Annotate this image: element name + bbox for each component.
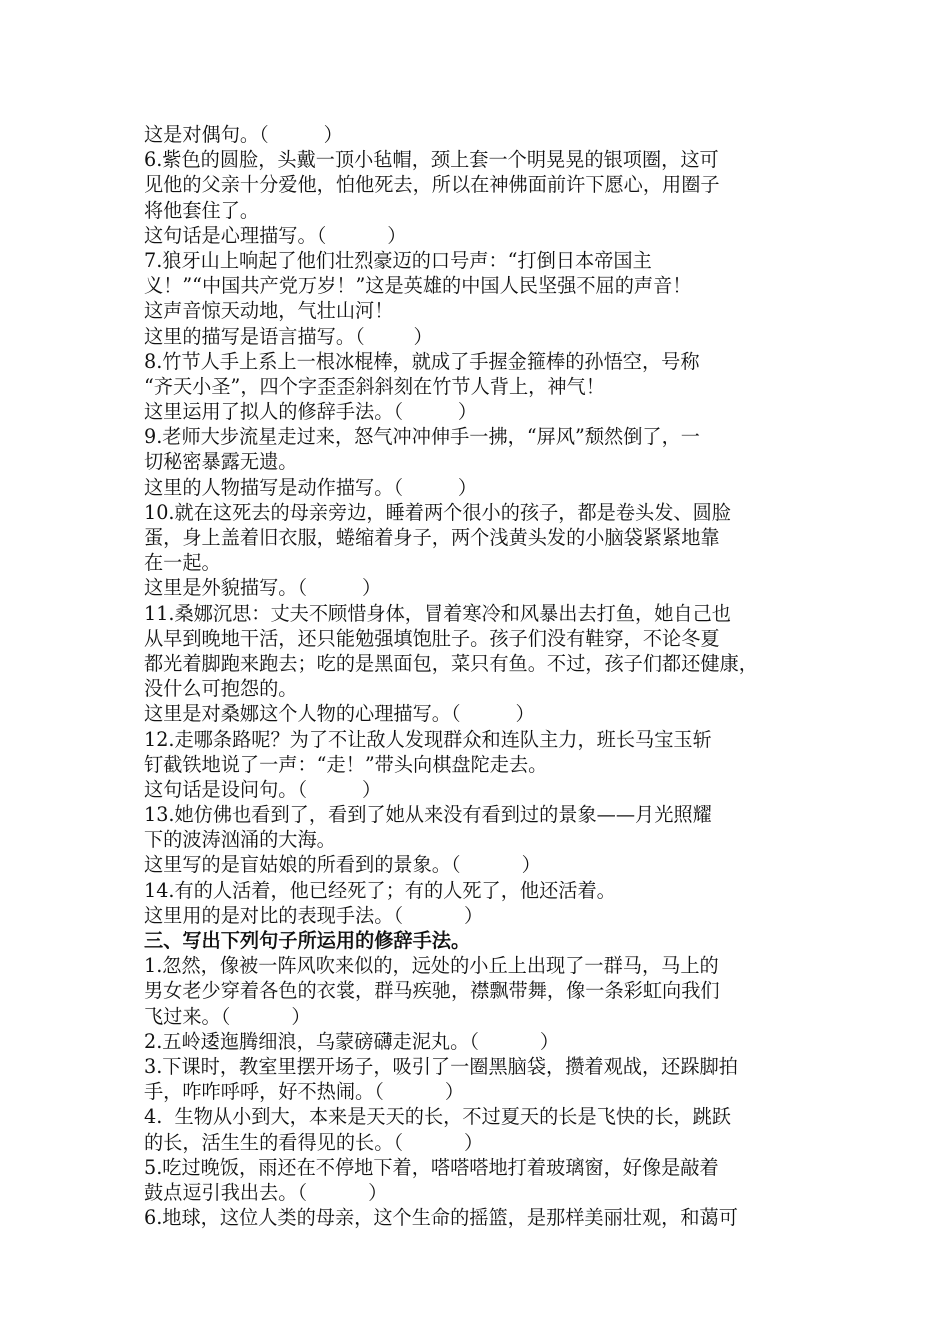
text-line: 9.老师大步流星走过来，怒气冲冲伸手一拂，“屏风”颓然倒了，一 (144, 425, 700, 449)
text-line: 11.桑娜沉思：丈夫不顾惜身体，冒着寒冷和风暴出去打鱼，她自己也 (144, 601, 731, 625)
text-line: 将他套住了。 (144, 198, 260, 222)
text-line: 这里写的是盲姑娘的所看到的景象。（ ） (144, 853, 541, 877)
text-line: 这里的描写是语言描写。（ ） (144, 324, 433, 348)
text-line: 这是对偶句。（ ） (144, 123, 343, 146)
text-line: 都光着脚跑来跑去；吃的是黑面包，菜只有鱼。不过，孩子们都还健康， (144, 651, 758, 675)
text-line: 蛋，身上盖着旧衣服，蜷缩着身子，两个浅黄头发的小脑袋紧紧地靠 (144, 526, 720, 549)
text-line: 4. 生物从小到大，本来是天天的长，不过夏天的长是飞快的长，跳跃 (144, 1105, 731, 1129)
text-line: 见他的父亲十分爱他，怕他死去，所以在神佛面前许下愿心，用圈子 (144, 173, 720, 197)
text-line: 3.下课时，教室里摆开场子，吸引了一圈黑脑袋，攒着观战，还跺脚拍 (144, 1054, 738, 1078)
text-line: 7.狼牙山上响起了他们壮烈豪迈的口号声：“打倒日本帝国主 (144, 248, 652, 272)
text-line: 12.走哪条路呢？为了不让敌人发现群众和连队主力，班长马宝玉斩 (144, 727, 712, 751)
text-line: 1.忽然，像被一阵风吹来似的，远处的小丘上出现了一群马，马上的 (144, 954, 719, 978)
text-line: 14.有的人活着，他已经死了；有的人死了，他还活着。 (144, 878, 616, 902)
text-line: 这里的人物描写是动作描写。（ ） (144, 475, 478, 499)
text-line: 这声音惊天动地，气壮山河！ (144, 299, 394, 323)
text-line: 钉截铁地说了一声：“走！”带头向棋盘陀走去。 (144, 752, 548, 776)
text-line: 这里是外貌描写。（ ） (144, 576, 382, 600)
text-line: 6.地球，这位人类的母亲，这个生命的摇篮，是那样美丽壮观，和蔼可 (144, 1206, 738, 1230)
text-line: 飞过来。（ ） (144, 1004, 311, 1028)
text-line: 男女老少穿着各色的衣裳，群马疾驰，襟飘带舞，像一条彩虹向我们 (144, 979, 720, 1003)
text-line: 2.五岭逶迤腾细浪，乌蒙磅礴走泥丸。（ ） (144, 1029, 560, 1053)
text-line: 这里运用了拟人的修辞手法。（ ） (144, 400, 478, 424)
text-line: 的长，活生生的看得见的长。（ ） (144, 1130, 484, 1154)
text-line: 10.就在这死去的母亲旁边，睡着两个很小的孩子，都是卷头发、圆脸 (144, 500, 731, 524)
text-line: 13.她仿佛也看到了，看到了她从来没有看到过的景象——月光照耀 (144, 803, 712, 827)
text-line: 这句话是心理描写。（ ） (144, 223, 407, 247)
text-line: “齐天小圣”，四个字歪歪斜斜刻在竹节人背上，神气！ (144, 374, 605, 398)
text-line: 从早到晚地干活，还只能勉强填饱肚子。孩子们没有鞋穿，不论冬夏 (144, 626, 720, 650)
section-heading: 三、写出下列句子所运用的修辞手法。 (144, 929, 471, 952)
text-line: 5.吃过晚饭，雨还在不停地下着，嗒嗒嗒地打着玻璃窗，好像是敲着 (144, 1155, 719, 1179)
text-line: 下的波涛汹涌的大海。 (144, 828, 336, 852)
text-line: 手，咋咋呼呼，好不热闹。（ ） (144, 1080, 465, 1104)
text-line: 6.紫色的圆脸，头戴一顶小毡帽，颈上套一个明晃晃的银项圈，这可 (144, 148, 719, 172)
text-line: 在一起。 (144, 551, 221, 575)
text-line: 鼓点逗引我出去。（ ） (144, 1180, 388, 1204)
text-line: 义！”“中国共产党万岁！”这是英雄的中国人民坚强不屈的声音！ (144, 274, 692, 298)
text-line: 这里是对桑娜这个人物的心理描写。（ ） (144, 702, 535, 726)
text-line: 没什么可抱怨的。 (144, 677, 298, 701)
text-line: 这里用的是对比的表现手法。（ ） (144, 903, 484, 927)
text-line: 切秘密暴露无遗。 (144, 450, 298, 474)
document-page (144, 122, 814, 1230)
text-line: 8.竹节人手上系上一根冰棍棒，就成了手握金箍棒的孙悟空，号称 (144, 349, 700, 373)
text-line: 这句话是设问句。（ ） (144, 777, 382, 801)
